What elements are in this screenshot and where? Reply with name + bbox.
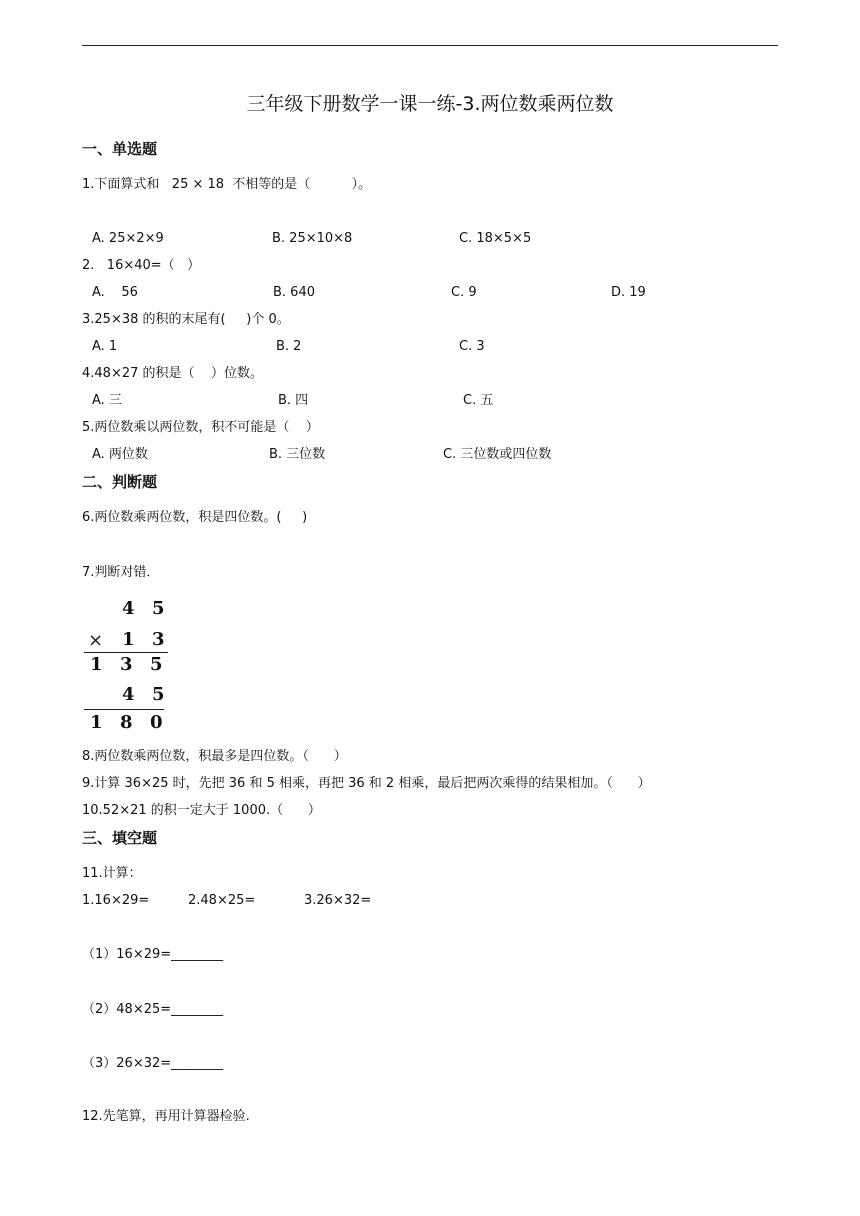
question-3-option-a[interactable]: A. 1: [92, 339, 118, 354]
section-heading-true-false: 二、判断题: [82, 473, 158, 491]
question-11-expression-1: 1.16×29=: [82, 893, 150, 908]
question-11-blank-1[interactable]: （1）16×29=________: [82, 947, 224, 962]
multiplier-digit: 1: [122, 629, 135, 650]
question-1-option-c[interactable]: C. 18×5×5: [459, 231, 532, 246]
question-8-stem: 8.两位数乘两位数，积最多是四位数。（ ）: [82, 749, 347, 764]
question-11-expression-3: 3.26×32=: [304, 893, 372, 908]
section-heading-fill-blank: 三、填空题: [82, 829, 158, 847]
question-11-stem: 11.计算：: [82, 866, 142, 881]
divider-line: [84, 709, 164, 710]
divider-line: [84, 652, 168, 653]
question-10-stem: 10.52×21 的积一定大于 1000.（ ）: [82, 803, 321, 818]
times-sign: ×: [88, 630, 104, 651]
question-3-option-b[interactable]: B. 2: [276, 339, 302, 354]
question-3-option-c[interactable]: C. 3: [459, 339, 485, 354]
question-2-option-c[interactable]: C. 9: [451, 285, 477, 300]
question-2-stem: 2. 16×40=（ ）: [82, 258, 201, 273]
question-5-option-b[interactable]: B. 三位数: [269, 447, 326, 462]
multiplier-digit: 3: [152, 629, 165, 650]
question-9-stem: 9.计算 36×25 时，先把 36 和 5 相乘，再把 36 和 2 相乘，最后把两次乘得的结果相加。（ ）: [82, 776, 651, 791]
section-heading-single-choice: 一、单选题: [82, 140, 158, 158]
question-5-stem: 5.两位数乘以两位数，积不可能是（ ）: [82, 420, 319, 435]
result-digit: 1: [90, 712, 103, 733]
question-5-option-c[interactable]: C. 三位数或四位数: [443, 447, 552, 462]
vertical-multiplication: [82, 596, 182, 736]
question-4-option-c[interactable]: C. 五: [463, 393, 494, 408]
question-1-option-b[interactable]: B. 25×10×8: [272, 231, 353, 246]
question-1-stem: 1.下面算式和 25 × 18 不相等的是（ ）。: [82, 177, 372, 192]
partial-product-digit: 5: [152, 684, 165, 705]
partial-product-digit: 5: [150, 654, 163, 675]
question-2-option-a[interactable]: A. 56: [92, 285, 138, 300]
partial-product-digit: 4: [122, 684, 135, 705]
partial-product-digit: 3: [120, 654, 133, 675]
question-6-stem: 6.两位数乘两位数，积是四位数。( ): [82, 510, 308, 525]
question-5-option-a[interactable]: A. 两位数: [92, 447, 148, 462]
question-4-option-b[interactable]: B. 四: [278, 393, 309, 408]
question-3-stem: 3.25×38 的积的末尾有( )个 0。: [82, 312, 290, 327]
question-4-option-a[interactable]: A. 三: [92, 393, 122, 408]
question-2-option-d[interactable]: D. 19: [611, 285, 646, 300]
question-7-stem: 7.判断对错．: [82, 565, 160, 580]
question-11-expression-2: 2.48×25=: [188, 893, 256, 908]
question-11-blank-2[interactable]: （2）48×25=________: [82, 1002, 224, 1017]
multiplicand-digit: 4: [122, 598, 135, 619]
result-digit: 0: [150, 712, 163, 733]
question-11-blank-3[interactable]: （3）26×32=________: [82, 1056, 224, 1071]
page-title: 三年级下册数学一课一练-3.两位数乘两位数: [246, 93, 614, 115]
question-4-stem: 4.48×27 的积是（ ）位数。: [82, 366, 264, 381]
partial-product-digit: 1: [90, 654, 103, 675]
header-rule: [82, 45, 778, 46]
result-digit: 8: [120, 712, 133, 733]
question-2-option-b[interactable]: B. 640: [273, 285, 315, 300]
question-1-option-a[interactable]: A. 25×2×9: [92, 231, 164, 246]
multiplicand-digit: 5: [152, 598, 165, 619]
question-12-stem: 12.先笔算，再用计算器检验.: [82, 1109, 250, 1124]
